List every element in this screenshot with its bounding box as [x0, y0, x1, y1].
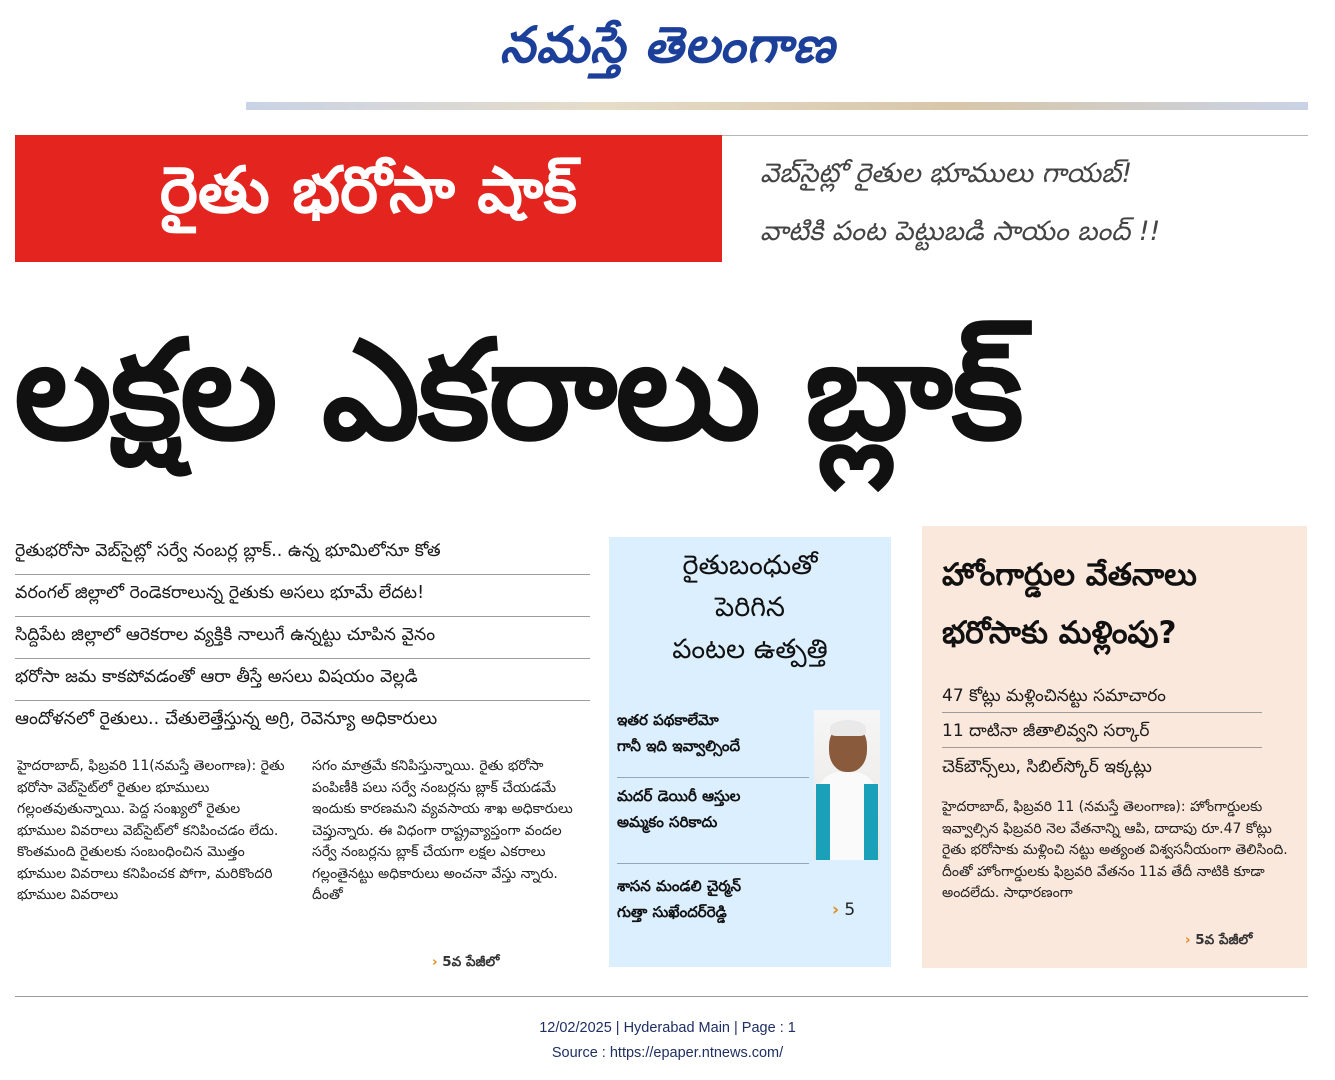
blue-item-line: గుత్తా సుఖేందర్‌రెడ్డి — [617, 903, 727, 921]
blue-title-line: పంటల ఉత్పత్తి — [672, 634, 828, 665]
blue-title-line: పెరిగిన — [715, 592, 785, 623]
lead-bullet: భరోసా జమ కాకపోవడంతో ఆరా తీస్తే అసలు విషయం వెల్లడి — [15, 659, 590, 701]
blue-item-line: అమ్మకం సరికాదు — [617, 813, 718, 831]
blue-item-line: గానీ ఇది ఇవ్వాల్సిందే — [617, 737, 741, 755]
beige-title-line: హోంగార్డుల వేతనాలు — [942, 557, 1197, 593]
blue-page-ref — [832, 900, 855, 920]
continued-ref — [432, 954, 499, 973]
blue-sidebar-title — [609, 545, 891, 671]
blue-title-line: రైతుబంధుతో — [682, 550, 818, 581]
blue-item — [617, 873, 741, 925]
kicker-line-2: వాటికి పంట పెట్టుబడి సాయం బంద్ !! — [760, 216, 1161, 247]
lead-bullet: సిద్దిపేట జిల్లాలో ఆరెకరాల వ్యక్తికి నాలుగే ఉన్నట్టు చూపిన వైనం — [15, 617, 590, 659]
newspaper-logo: నమస్తే తెలంగాణ — [499, 15, 836, 74]
lead-bullets — [15, 533, 590, 743]
blue-item-line: శాసన మండలి చైర్మన్ — [617, 877, 741, 895]
photo-vest — [864, 784, 878, 860]
beige-body: హైదరాబాద్, ఫిబ్రవరి 11 (నమస్తే తెలంగాణ): హోంగార్డులకు ఇవ్వాల్సిన ఫిబ్రవరి నెల వేతనాన్ని ఆపి, దాదాపు రూ.47 కోట్లు రైతు భరోసాకు మళ్లించి నట్టు అత్యంత విశ్వసనీయంగా తెలిసింది. దీంతో హోంగార్డులకు ఫిబ్రవరి వేతనం 11వ తేదీ నాటికి కూడా అందలేదు. సాధారణంగా — [942, 799, 1288, 901]
blue-item-line: మదర్ డెయిరీ ఆస్తుల — [617, 787, 741, 805]
blue-item — [617, 783, 740, 835]
chevron-right-icon: › — [832, 900, 840, 920]
lead-bullet: వరంగల్ జిల్లాలో రెండెకరాలున్న రైతుకు అసలు భూమే లేదట! — [15, 575, 590, 617]
banner-title: రైతు భరోసా షాక్ — [159, 154, 578, 228]
beige-bullet: చెక్‌బౌన్స్‌లు, సిబిల్‌స్కోర్ ఇక్కట్లు — [942, 757, 1152, 777]
divider — [617, 777, 809, 778]
continued-label: 5వ పేజీలో — [442, 954, 500, 970]
footer-source-link[interactable]: Source : https://epaper.ntnews.com/ — [551, 1045, 784, 1061]
lead-bullet: ఆందోళనలో రైతులు.. చేతులెత్తేస్తున్న అగ్రి, రెవెన్యూ అధికారులు — [15, 709, 438, 729]
blue-item — [617, 707, 740, 759]
lead-bullet: రైతుభరోసా వెబ్‌సైట్లో సర్వే నంబర్ల బ్లాక్.. ఉన్న భూమిలోనూ కోత — [15, 533, 590, 575]
masthead — [0, 10, 1335, 80]
photo-vest — [816, 784, 830, 860]
blue-item-line: ఇతర పథకాలేమో — [617, 711, 719, 729]
person-photo — [814, 710, 880, 860]
divider — [617, 863, 809, 864]
continued-label: 5వ పేజీలో — [1195, 932, 1253, 948]
photo-hair — [830, 720, 866, 736]
beige-continued-ref — [1185, 932, 1252, 951]
masthead-photo-strip — [246, 102, 1308, 110]
bottom-rule — [15, 996, 1308, 997]
kicker-line-1: వెబ్‌సైట్లో రైతుల భూములు గాయబ్! — [760, 158, 1133, 189]
red-banner — [15, 135, 722, 262]
blue-page-number: 5 — [844, 900, 856, 920]
beige-bullet: 11 దాటినా జీతాలివ్వని సర్కార్ — [942, 715, 1262, 748]
beige-bullet: 47 కోట్లు మళ్లించినట్టు సమాచారం — [942, 680, 1262, 713]
footer-edition: 12/02/2025 | Hyderabad Main | Page : 1 — [539, 1020, 796, 1036]
body-column-1: హైదరాబాద్, ఫిబ్రవరి 11(నమస్తే తెలంగాణ): రైతు భరోసా వెబ్‌సైట్‌లో రైతుల భూములు గల్లంతవుతున్నాయి. పెద్ద సంఖ్యలో రైతుల భూముల వివరాలు వెబ్‌సైట్‌లో కనిపించడం లేదు. కొంతమంది రైతులకు సంబంధించిన మొత్తం భూముల వివరాలు కనిపించక పోగా, మరికొందరి భూముల వివరాలు — [17, 758, 285, 903]
chevron-right-icon: › — [1185, 932, 1191, 948]
beige-sidebar-title — [942, 546, 1292, 662]
beige-title-line: భరోసాకు మళ్లింపు? — [942, 615, 1177, 651]
body-column-2: సగం మాత్రమే కనిపిస్తున్నాయి. రైతు భరోసా పంపిణీకి పలు సర్వే నంబర్లను బ్లాక్ చేయడమే ఇందుకు కారణమని వ్యవసాయ శాఖ అధికారులు చెప్తున్నారు. ఈ విధంగా రాష్ట్రవ్యాప్తంగా వందల సర్వే నంబర్లను బ్లాక్ చేయగా లక్షల ఎకరాలు గల్లంతైనట్టు అధికారులు అంచనా వేస్తు న్నారు. దీంతో — [312, 758, 573, 903]
main-headline: లక్షల ఎకరాలు బ్లాక్ — [14, 310, 1022, 471]
chevron-right-icon: › — [432, 954, 438, 970]
footer — [0, 1016, 1335, 1066]
